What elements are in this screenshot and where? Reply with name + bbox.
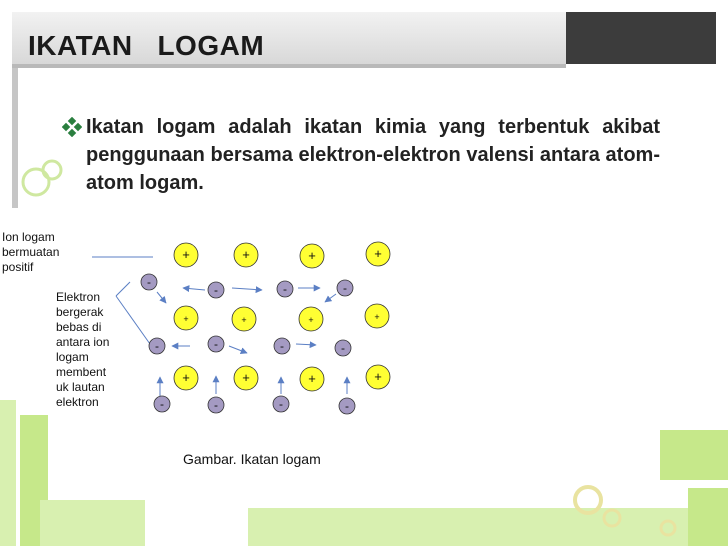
electron — [208, 397, 224, 413]
electron-charge-label: - — [160, 397, 164, 411]
arrow — [229, 346, 247, 353]
ion-charge-label: + — [242, 247, 250, 262]
ion-charge-label: + — [308, 248, 316, 263]
arrow — [232, 288, 262, 290]
ion-charge-label: + — [182, 247, 190, 262]
electron — [208, 336, 224, 352]
electron — [337, 280, 353, 296]
label-elektron: Elektron bergerak bebas di antara ion logam membent uk lautan elektron — [56, 290, 110, 409]
ion-charge-label: + — [374, 369, 382, 384]
metal-ion — [234, 366, 258, 390]
electron-charge-label: - — [280, 339, 284, 353]
metal-ion — [299, 307, 323, 331]
arrow — [325, 294, 336, 302]
metal-ion — [300, 244, 324, 268]
label-ion-logam: Ion logam bermuatan positif — [2, 230, 60, 274]
electron — [273, 396, 289, 412]
metal-ion — [174, 306, 198, 330]
metal-ion — [174, 243, 198, 267]
page-title: IKATAN LOGAM — [28, 30, 265, 61]
ion-group — [174, 242, 390, 391]
electron — [274, 338, 290, 354]
ion-charge-label: + — [374, 312, 380, 322]
electron — [208, 282, 224, 298]
ion-charge-label: + — [242, 370, 250, 385]
ion-charge-label: + — [241, 315, 247, 325]
electron-charge-label: - — [214, 283, 218, 297]
electron — [335, 340, 351, 356]
electron-charge-label: - — [341, 341, 345, 355]
electron-group — [141, 274, 355, 414]
electron-charge-label: - — [283, 282, 287, 296]
electron-charge-label: - — [214, 337, 218, 351]
electron-charge-label: - — [279, 397, 283, 411]
electron-charge-label: - — [155, 339, 159, 353]
arrow — [183, 288, 205, 290]
arrow — [157, 292, 166, 303]
electron — [141, 274, 157, 290]
electron-charge-label: - — [214, 398, 218, 412]
metal-ion — [300, 367, 324, 391]
pointer-line-electron — [116, 282, 130, 296]
electron — [149, 338, 165, 354]
ion-charge-label: + — [182, 370, 190, 385]
metal-ion — [232, 307, 256, 331]
electron — [277, 281, 293, 297]
bullet-text: Ikatan logam adalah ikatan kimia yang terbentuk akibat penggunaan bersama elektron-elektron valensi antara atom-atom logam. — [86, 116, 660, 194]
metal-ion — [174, 366, 198, 390]
pointer-line-electron — [116, 296, 150, 344]
ion-charge-label: + — [183, 314, 189, 324]
electron-charge-label: - — [147, 275, 151, 289]
ion-charge-label: + — [374, 246, 382, 261]
metal-ion — [366, 242, 390, 266]
metal-ion — [234, 243, 258, 267]
ion-charge-label: + — [308, 315, 314, 325]
electron — [339, 398, 355, 414]
metal-ion — [365, 304, 389, 328]
figure-caption: Gambar. Ikatan logam — [183, 451, 321, 467]
electron-charge-label: - — [345, 399, 349, 413]
arrow — [296, 344, 316, 345]
electron — [154, 396, 170, 412]
ion-charge-label: + — [308, 371, 316, 386]
metal-ion — [366, 365, 390, 389]
electron-charge-label: - — [343, 281, 347, 295]
